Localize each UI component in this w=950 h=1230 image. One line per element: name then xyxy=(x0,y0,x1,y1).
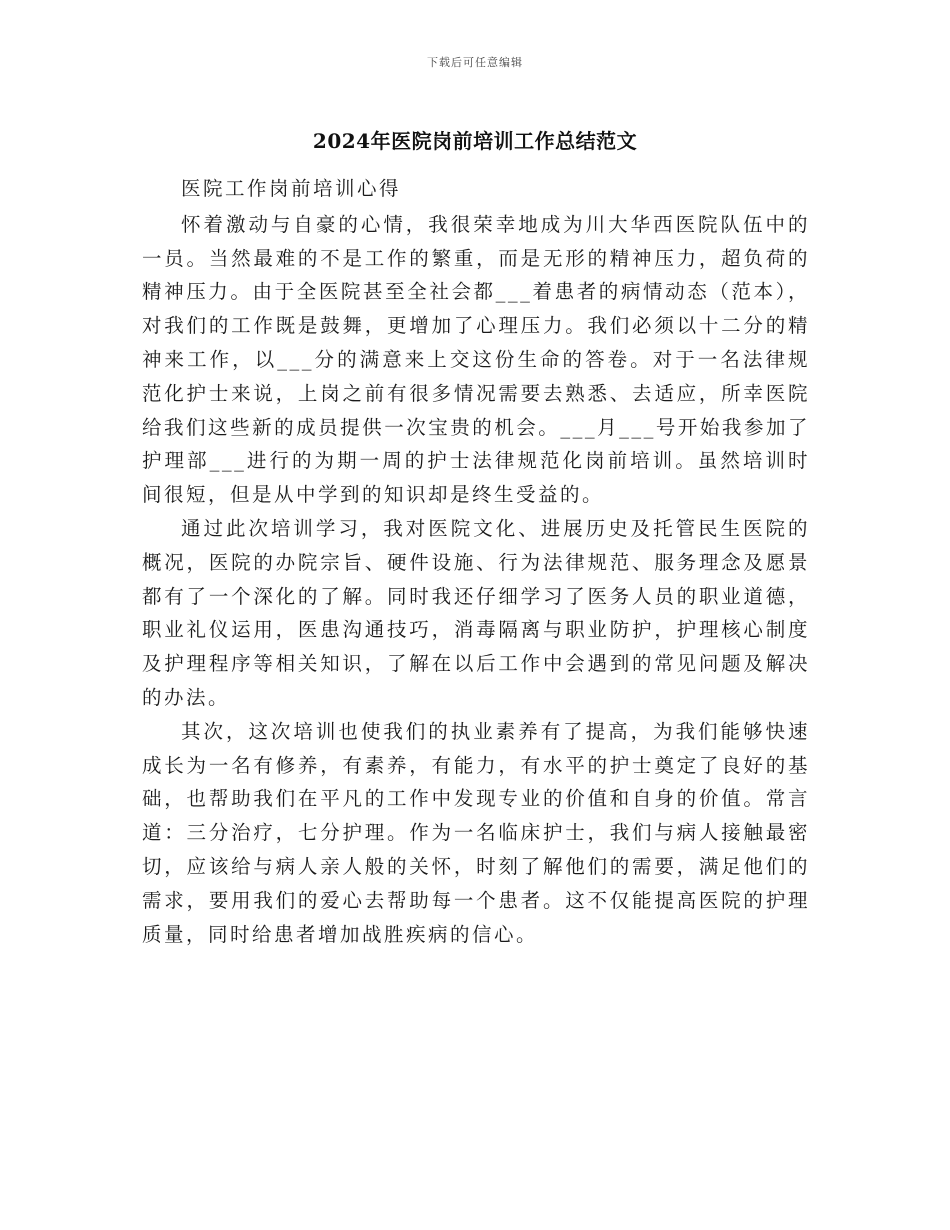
paragraph: 其次，这次培训也使我们的执业素养有了提高，为我们能够快速成长为一名有修养，有素养，有能力，有水平的护士奠定了良好的基础，也帮助我们在平凡的工作中发现专业的价值和自身的价值。常言道：三分治疗，七分护理。作为一名临床护士，我们与病人接触最密切，应该给与病人亲人般的关怀，时刻了解他们的需要，满足他们的需求，要用我们的爱心去帮助每一个患者。这不仅能提高医院的护理质量，同时给患者增加战胜疾病的信心。 xyxy=(142,719,810,946)
header-note: 下载后可任意编辑 xyxy=(427,56,523,69)
subheading: 医院工作岗前培训心得 xyxy=(181,177,402,200)
document-title: 2024年医院岗前培训工作总结范文 xyxy=(312,129,638,153)
document-body xyxy=(142,172,810,951)
paragraph: 怀着激动与自豪的心情，我很荣幸地成为川大华西医院队伍中的一员。当然最难的不是工作的繁重，而是无形的精神压力，超负荷的精神压力。由于全医院甚至全社会都___着患者的病情动态（范本），对我们的工作既是鼓舞，更增加了心理压力。我们必须以十二分的精神来工作，以___分的满意来上交这份生命的答卷。对于一名法律规范化护士来说，上岗之前有很多情况需要去熟悉、去适应，所幸医院给我们这些新的成员提供一次宝贵的机会。___月___号开始我参加了护理部___进行的为期一周的护士法律规范化岗前培训。虽然培训时间很短，但是从中学到的知识却是终生受益的。 xyxy=(142,212,810,507)
paragraph: 通过此次培训学习，我对医院文化、进展历史及托管民生医院的概况，医院的办院宗旨、硬件设施、行为法律规范、服务理念及愿景都有了一个深化的了解。同时我还仔细学习了医务人员的职业道德，职业礼仪运用，医患沟通技巧，消毒隔离与职业防护，护理核心制度及护理程序等相关知识，了解在以后工作中会遇到的常见问题及解决的办法。 xyxy=(142,516,810,709)
